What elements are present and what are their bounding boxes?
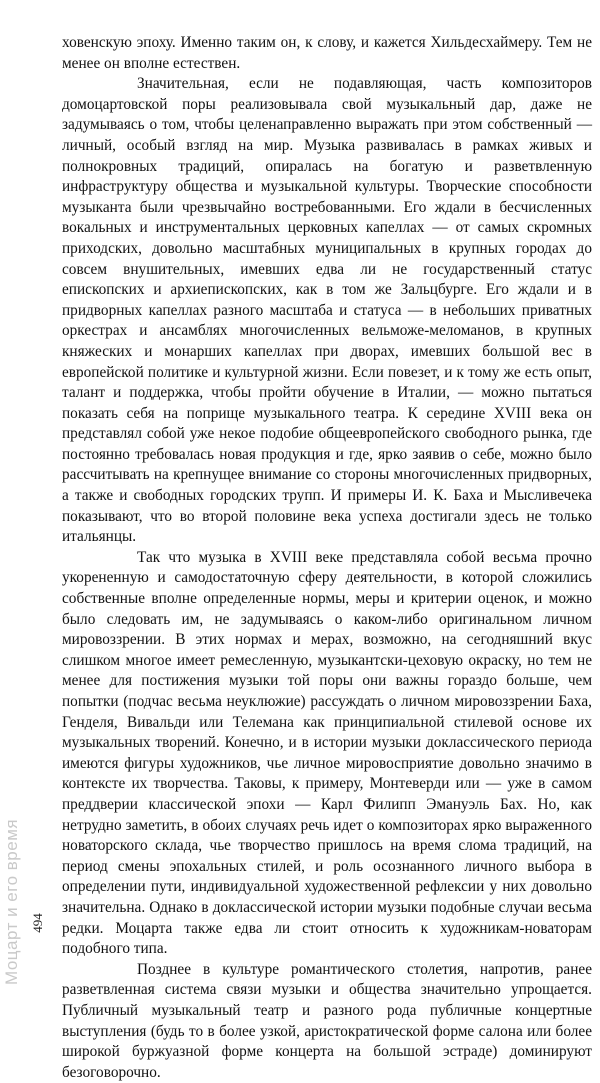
paragraph: Позднее в культуре романтического столетия, напротив, ранее разветвленная система связи музыки и общества значительно упрощается. Публичный музыкальный театр и разного рода публичные концертные выступления (будь то в более узкой, аристократической форме салона или более широкой буржуазной форме концерта на большой эстраде) доминируют безоговорочно. — [62, 960, 592, 1081]
page-body — [62, 33, 592, 1083]
paragraph: Так что музыка в XVIII веке представляла собой весьма прочно укорененную и самодостаточную сферу деятельности, в которой сложились собственные вполне определенные нормы, меры и критерии оценок, и можно было следовать им, не задумываясь о каком-либо оригинальном личном мировоззрении. В этих нормах и мерах, возможно, на сегодняшний вкус слишком многое имеет ремесленную, музыкантски-цеховую окраску, но тем не менее для постижения музыки той поры они важны гораздо больше, чем попытки (подчас весьма неуклюжие) рассуждать о личном мировоззрении Баха, Генделя, Вивальди или Телемана как принципиальной стилевой основе их музыкальных творений. Конечно, и в истории музыки доклассического периода имеются фигуры художников, чье личное мировосприятие довольно значимо в контексте их творчества. Таковы, к примеру, Монтеверди или — уже в самом преддверии классической эпохи — Карл Филипп Эмануэль Бах. Но, как нетрудно заметить, в обоих случаях речь идет о композиторах ярко выраженного новаторского склада, чье творчество пришлось на время слома традиций, на период смены эпохальных стилей, и роль осознанного личного выбора в определении пути, индивидуальной художественной рефлексии у них довольно значительна. Однако в доклассической истории музыки подобные случаи весьма редки. Моцарта также едва ли стоит относить к художникам-новаторам подобного типа. — [62, 548, 592, 958]
running-head: Моцарт и его время — [2, 818, 21, 985]
paragraph: Значительная, если не подавляющая, часть композиторов домоцартовской поры реализовывала свой музыкальный дар, даже не задумываясь о том, чтобы целенаправленно выражать при этом собственный — личный, особый взгляд на мир. Музыка развивалась в рамках живых и полнокровных традиций, опиралась на богатую и разветвленную инфраструктуру общества и музыкальной культуры. Творческие способности музыканта были чрезвычайно востребованными. Его ждали в бесчисленных вокальных и инструментальных церковных капеллах — от самых скромных приходских, довольно масштабных муниципальных в крупных городах до совсем внушительных, имевших едва ли не государственный статус епископских и архиепископских, как в том же Зальцбурге. Его ждали и в придворных капеллах разного масштаба и статуса — в небольших приватных оркестрах и ансамблях многочисленных вельможе-меломанов, в крупных княжеских и монарших капеллах при дворах, имевших большой вес в европейской политике и культурной жизни. Если повезет, и к тому же есть опыт, талант и поддержка, чтобы пройти обучение в Италии, — можно пытаться показать себя на поприще музыкального театра. К середине XVIII века он представлял собой уже некое подобие общеевропейского свободного рынка, где постоянно требовалась новая продукция и где, ярко заявив о себе, можно было рассчитывать на крепнущее внимание со стороны многочисленных придворных, а также и свободных городских трупп. И примеры И. К. Баха и Мысливечека показывают, что во второй половине века успеха достигали здесь не только итальянцы. — [62, 75, 592, 546]
page-number: 494 — [30, 913, 45, 933]
paragraph-continuation: ховенскую эпоху. Именно таким он, к слову, и кажется Хильдесхаймеру. Тем не менее он вполне естествен. — [62, 34, 592, 72]
